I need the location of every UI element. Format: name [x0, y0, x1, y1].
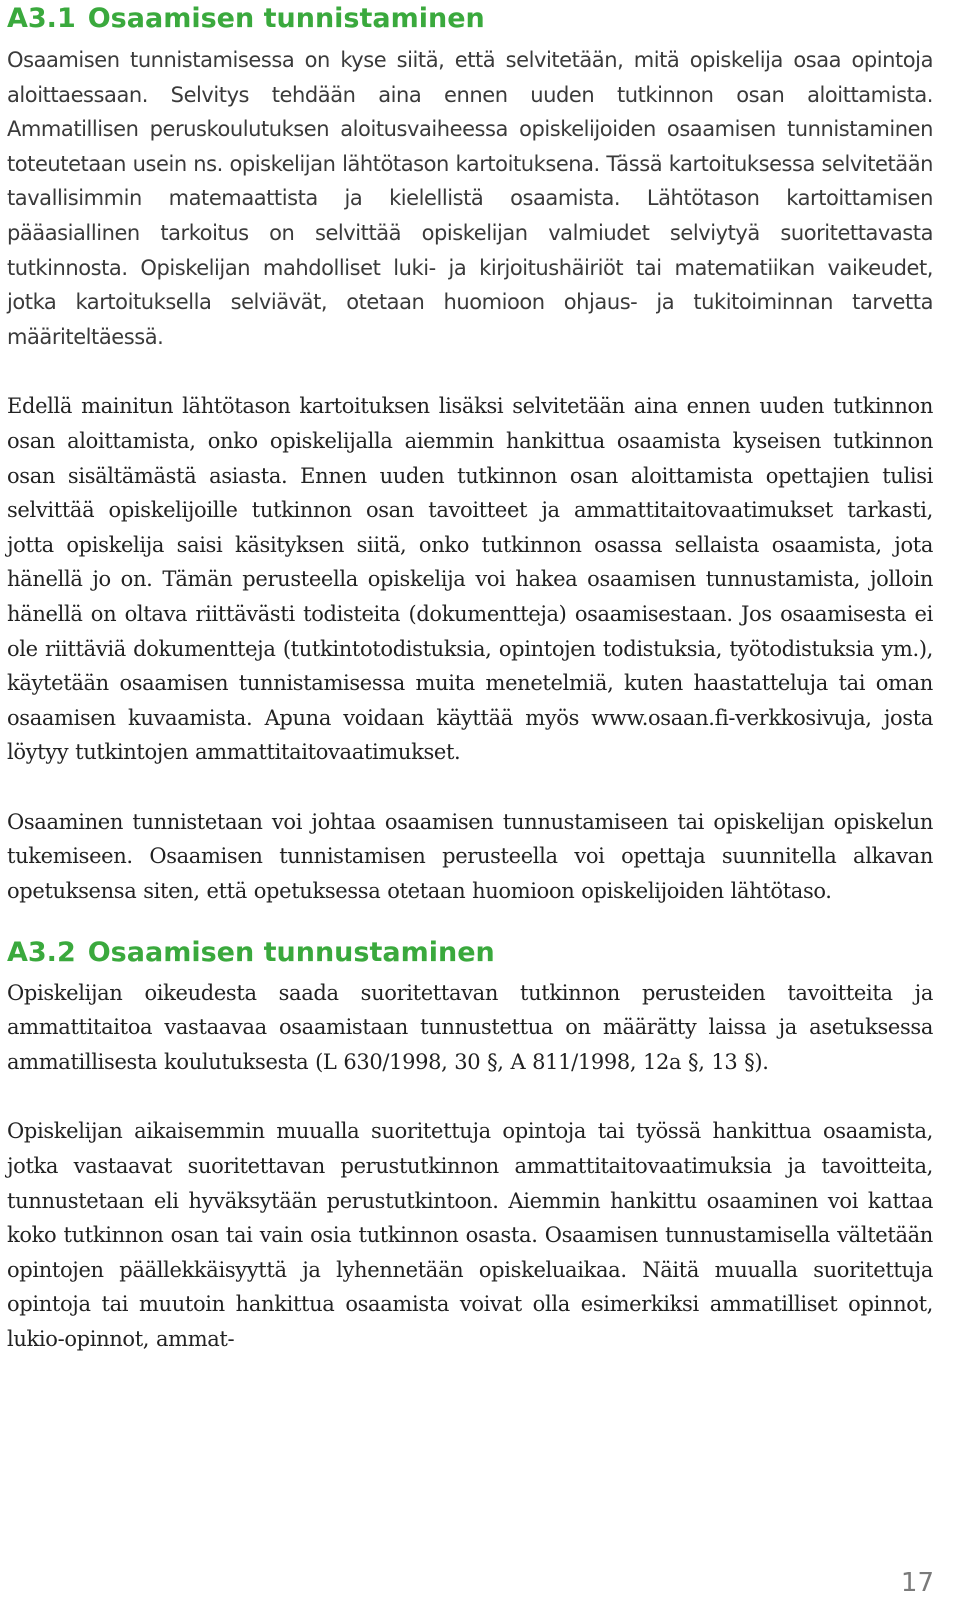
section-heading-a32 [7, 936, 933, 970]
section-number: A3.2 [7, 936, 76, 968]
paragraph: Opiskelijan aikaisemmin muualla suoritettuja opintoja tai työssä hankittua osaamista, jotka vastaavat suoritettavan perustutkinnon ammattitaitovaatimuksia ja tavoitteita, tunnustetaan eli hyväksytään perustutkintoon. Aiemmin hankittu osaaminen voi kattaa koko tutkinnon osan tai vain osia tutkinnon osasta. Osaamisen tunnustamisella vältetään opintojen päällekkäisyyttä ja lyhennetään opiskeluaikaa. Näitä muualla suoritettuja opintoja tai muutoin hankittua osaamista voivat olla esimerkiksi ammatilliset opinnot, lukio-opinnot, ammat- [7, 1119, 933, 1351]
section-heading-a31 [7, 2, 933, 36]
document-page [7, 0, 933, 1357]
paragraph: Osaaminen tunnistetaan voi johtaa osaamisen tunnustamiseen tai opiskelijan opiskelun tukemiseen. Osaamisen tunnistamisen perusteella voi opettaja suunnitella alkavan opetuksensa siten, että opetuksessa otetaan huomioon opiskelijoiden lähtötaso. [7, 809, 933, 904]
paragraph-gap [7, 770, 933, 805]
paragraph: Opiskelijan oikeudesta saada suoritettavan tutkinnon perusteiden tavoitteita ja ammattitaitoa vastaavaa osaamistaan tunnustettua on määrätty laissa ja asetuksessa ammatillisesta koulutuksesta (L 630/1998, 30 §, A 811/1998, 12a §, 13 §). [7, 980, 933, 1074]
paragraph-gap [7, 1079, 933, 1114]
section-number: A3.1 [7, 3, 76, 34]
section-title: Osaamisen tunnustaminen [87, 936, 495, 968]
page-number: 17 [900, 1568, 934, 1598]
section-title: Osaamisen tunnistaminen [87, 3, 485, 34]
paragraph-gap [7, 354, 933, 389]
paragraph: Edellä mainitun lähtötason kartoituksen lisäksi selvitetään aina ennen uuden tutkinnon osan aloittamista, onko opiskelijalla aiemmin hankittua osaamista kyseisen tutkinnon osan sisältämästä asiasta. Ennen uuden tutkinnon osan aloittamista opettajien tulisi selvittää opiskelijoille tutkinnon osan tavoitteet ja ammattitaitovaatimukset tarkasti, jotta opiskelija saisi käsityksen siitä, onko tutkinnon osassa sellaista osaamista, jota hänellä jo on. Tämän perusteella opiskelija voi hakea osaamisen tunnustamista, jolloin hänellä on oltava riittävästi todisteita (dokumentteja) osaamisestaan. Jos osaamisesta ei ole riittäviä dokumentteja (tutkintotodistuksia, opintojen todistuksia, työtodistuksia ym.), käytetään osaamisen tunnistamisessa muita menetelmiä, kuten haastatteluja tai oman osaamisen kuvaamista. Apuna voidaan käyttää myös www.osaan.fi-verkkosivuja, josta löytyy tutkintojen ammattitaitovaatimukset. [7, 394, 933, 765]
paragraph: Osaamisen tunnistamisessa on kyse siitä, että selvitetään, mitä opiskelija osaa opintoja aloittaessaan. Selvitys tehdään aina ennen uuden tutkinnon osan aloittamista. Ammatillisen peruskoulutuksen aloitusvaiheessa opiskelijoiden osaamisen tunnistaminen toteutetaan usein ns. opiskelijan lähtötason kartoituksena. Tässä kartoituksessa selvitetään tavallisimmin matemaattista ja kielellistä osaamista. Lähtötason kartoittamisen pääasiallinen tarkoitus on selvittää opiskelijan valmiudet selviytyä suoritettavasta tutkinnosta. Opiskelijan mahdolliset luki- ja kirjoitushäiriöt tai matematiikan vaikeudet, jotka kartoituksella selviävät, otetaan huomioon ohjaus- ja tukitoiminnan tarvetta määriteltäessä. [7, 48, 933, 349]
